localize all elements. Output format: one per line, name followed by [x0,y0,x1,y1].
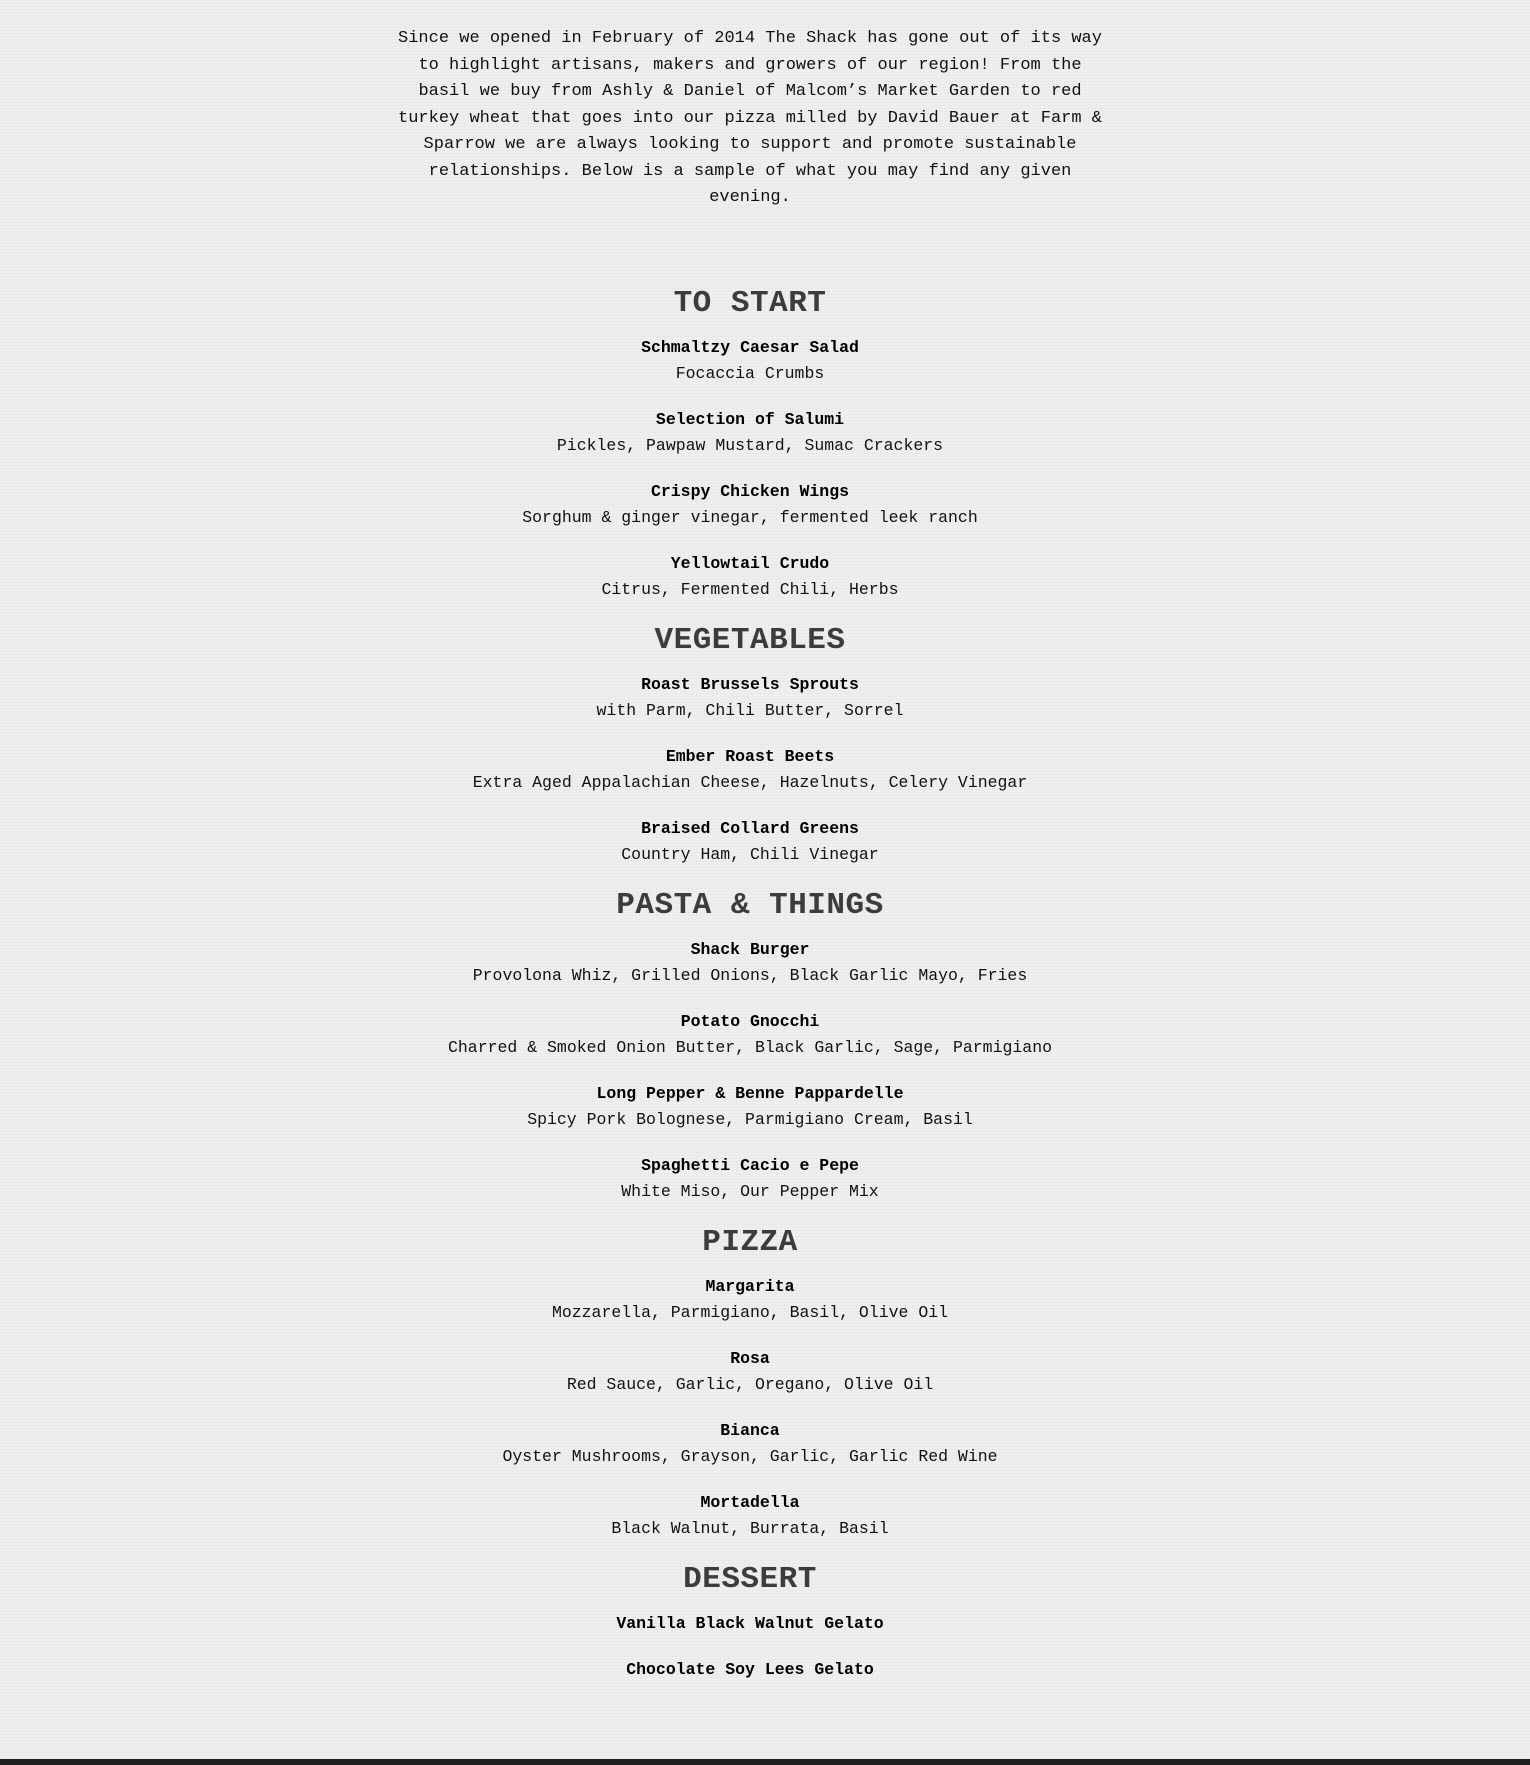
menu-item-description: Mozzarella, Parmigiano, Basil, Olive Oil [551,1302,949,1322]
menu-item-name: Yellowtail Crudo [670,553,830,573]
section-title: DESSERT [683,1561,817,1597]
menu-item [0,1153,1500,1205]
menu-item-name: Braised Collard Greens [641,818,859,838]
menu-item-name: Ember Roast Beets [665,746,835,766]
menu-item-description: Spicy Pork Bolognese, Parmigiano Cream, Basil [527,1109,973,1129]
menu-item-description: Charred & Smoked Onion Butter, Black Garlic, Sage, Parmigiano [448,1037,1052,1057]
menu-item-list [0,1611,1500,1683]
menu-item-description: White Miso, Our Pepper Mix [621,1181,879,1201]
menu-item-list [0,937,1500,1205]
intro-paragraph: Since we opened in February of 2014 The Shack has gone out of its way to highlight artisans, makers and growers of our region! From the basil we buy from Ashly & Daniel of Malcom’s Market Garden to red turkey wheat that goes into our pizza milled by David Bauer at Farm & Sparrow we are always looking to support and promote sustainable relationships. Below is a sample of what you may find any given evening. [398,29,1102,207]
menu-section-vegetables [0,621,1500,868]
menu-item [0,744,1500,796]
menu-item-name: Margarita [705,1276,795,1296]
menu-item-list [0,1274,1500,1542]
menu-item-list [0,335,1500,603]
menu-item-description: Citrus, Fermented Chili, Herbs [601,579,899,599]
menu-item [0,1611,1500,1637]
menu-item [0,816,1500,868]
menu-item-name: Crispy Chicken Wings [650,481,850,501]
menu-item-name: Shack Burger [690,939,810,959]
menu-item-description: Focaccia Crumbs [675,363,825,383]
menu-section-to-start [0,284,1500,603]
section-title: TO START [673,285,827,321]
menu-item-name: Long Pepper & Benne Pappardelle [596,1083,904,1103]
menu-item-name: Potato Gnocchi [680,1011,820,1031]
menu-item-name: Roast Brussels Sprouts [641,674,859,694]
menu-item [0,1490,1500,1542]
menu-item-name: Selection of Salumi [655,409,845,429]
menu-item-description: Pickles, Pawpaw Mustard, Sumac Crackers [556,435,944,455]
menu-item-description: Oyster Mushrooms, Grayson, Garlic, Garlic Red Wine [502,1446,998,1466]
footer-bar [0,1759,1530,1765]
menu-item-description: with Parm, Chili Butter, Sorrel [596,700,904,720]
menu-item-name: Schmaltzy Caesar Salad [641,337,859,357]
menu-item-name: Vanilla Black Walnut Gelato [616,1613,884,1633]
menu-item [0,672,1500,724]
section-title: PIZZA [702,1224,798,1260]
menu-item-name: Rosa [730,1348,770,1368]
menu-item [0,1009,1500,1061]
menu-item-description: Provolona Whiz, Grilled Onions, Black Garlic Mayo, Fries [472,965,1028,985]
menu-section-pasta-things [0,886,1500,1205]
menu-item [0,1274,1500,1326]
menu-item [0,335,1500,387]
menu-item-description: Red Sauce, Garlic, Oregano, Olive Oil [566,1374,934,1394]
menu-item-description: Black Walnut, Burrata, Basil [611,1518,889,1538]
menu-item-description: Country Ham, Chili Vinegar [621,844,879,864]
menu-item-list [0,672,1500,868]
section-title: PASTA & THINGS [616,887,884,923]
menu-item [0,1418,1500,1470]
menu-item [0,937,1500,989]
menu-item [0,1657,1500,1683]
section-title: VEGETABLES [654,622,846,658]
menu-item [0,479,1500,531]
menu-section-pizza [0,1223,1500,1542]
menu-item [0,407,1500,459]
menu-item [0,1081,1500,1133]
menu-item-name: Mortadella [700,1492,800,1512]
menu-item [0,1346,1500,1398]
menu [0,284,1500,1683]
menu-item-description: Extra Aged Appalachian Cheese, Hazelnuts, Celery Vinegar [472,772,1028,792]
menu-section-dessert [0,1560,1500,1683]
menu-item-name: Spaghetti Cacio e Pepe [641,1155,859,1175]
menu-item-name: Bianca [720,1420,780,1440]
menu-item-description: Sorghum & ginger vinegar, fermented leek ranch [522,507,978,527]
menu-item [0,551,1500,603]
menu-item-name: Chocolate Soy Lees Gelato [626,1659,874,1679]
